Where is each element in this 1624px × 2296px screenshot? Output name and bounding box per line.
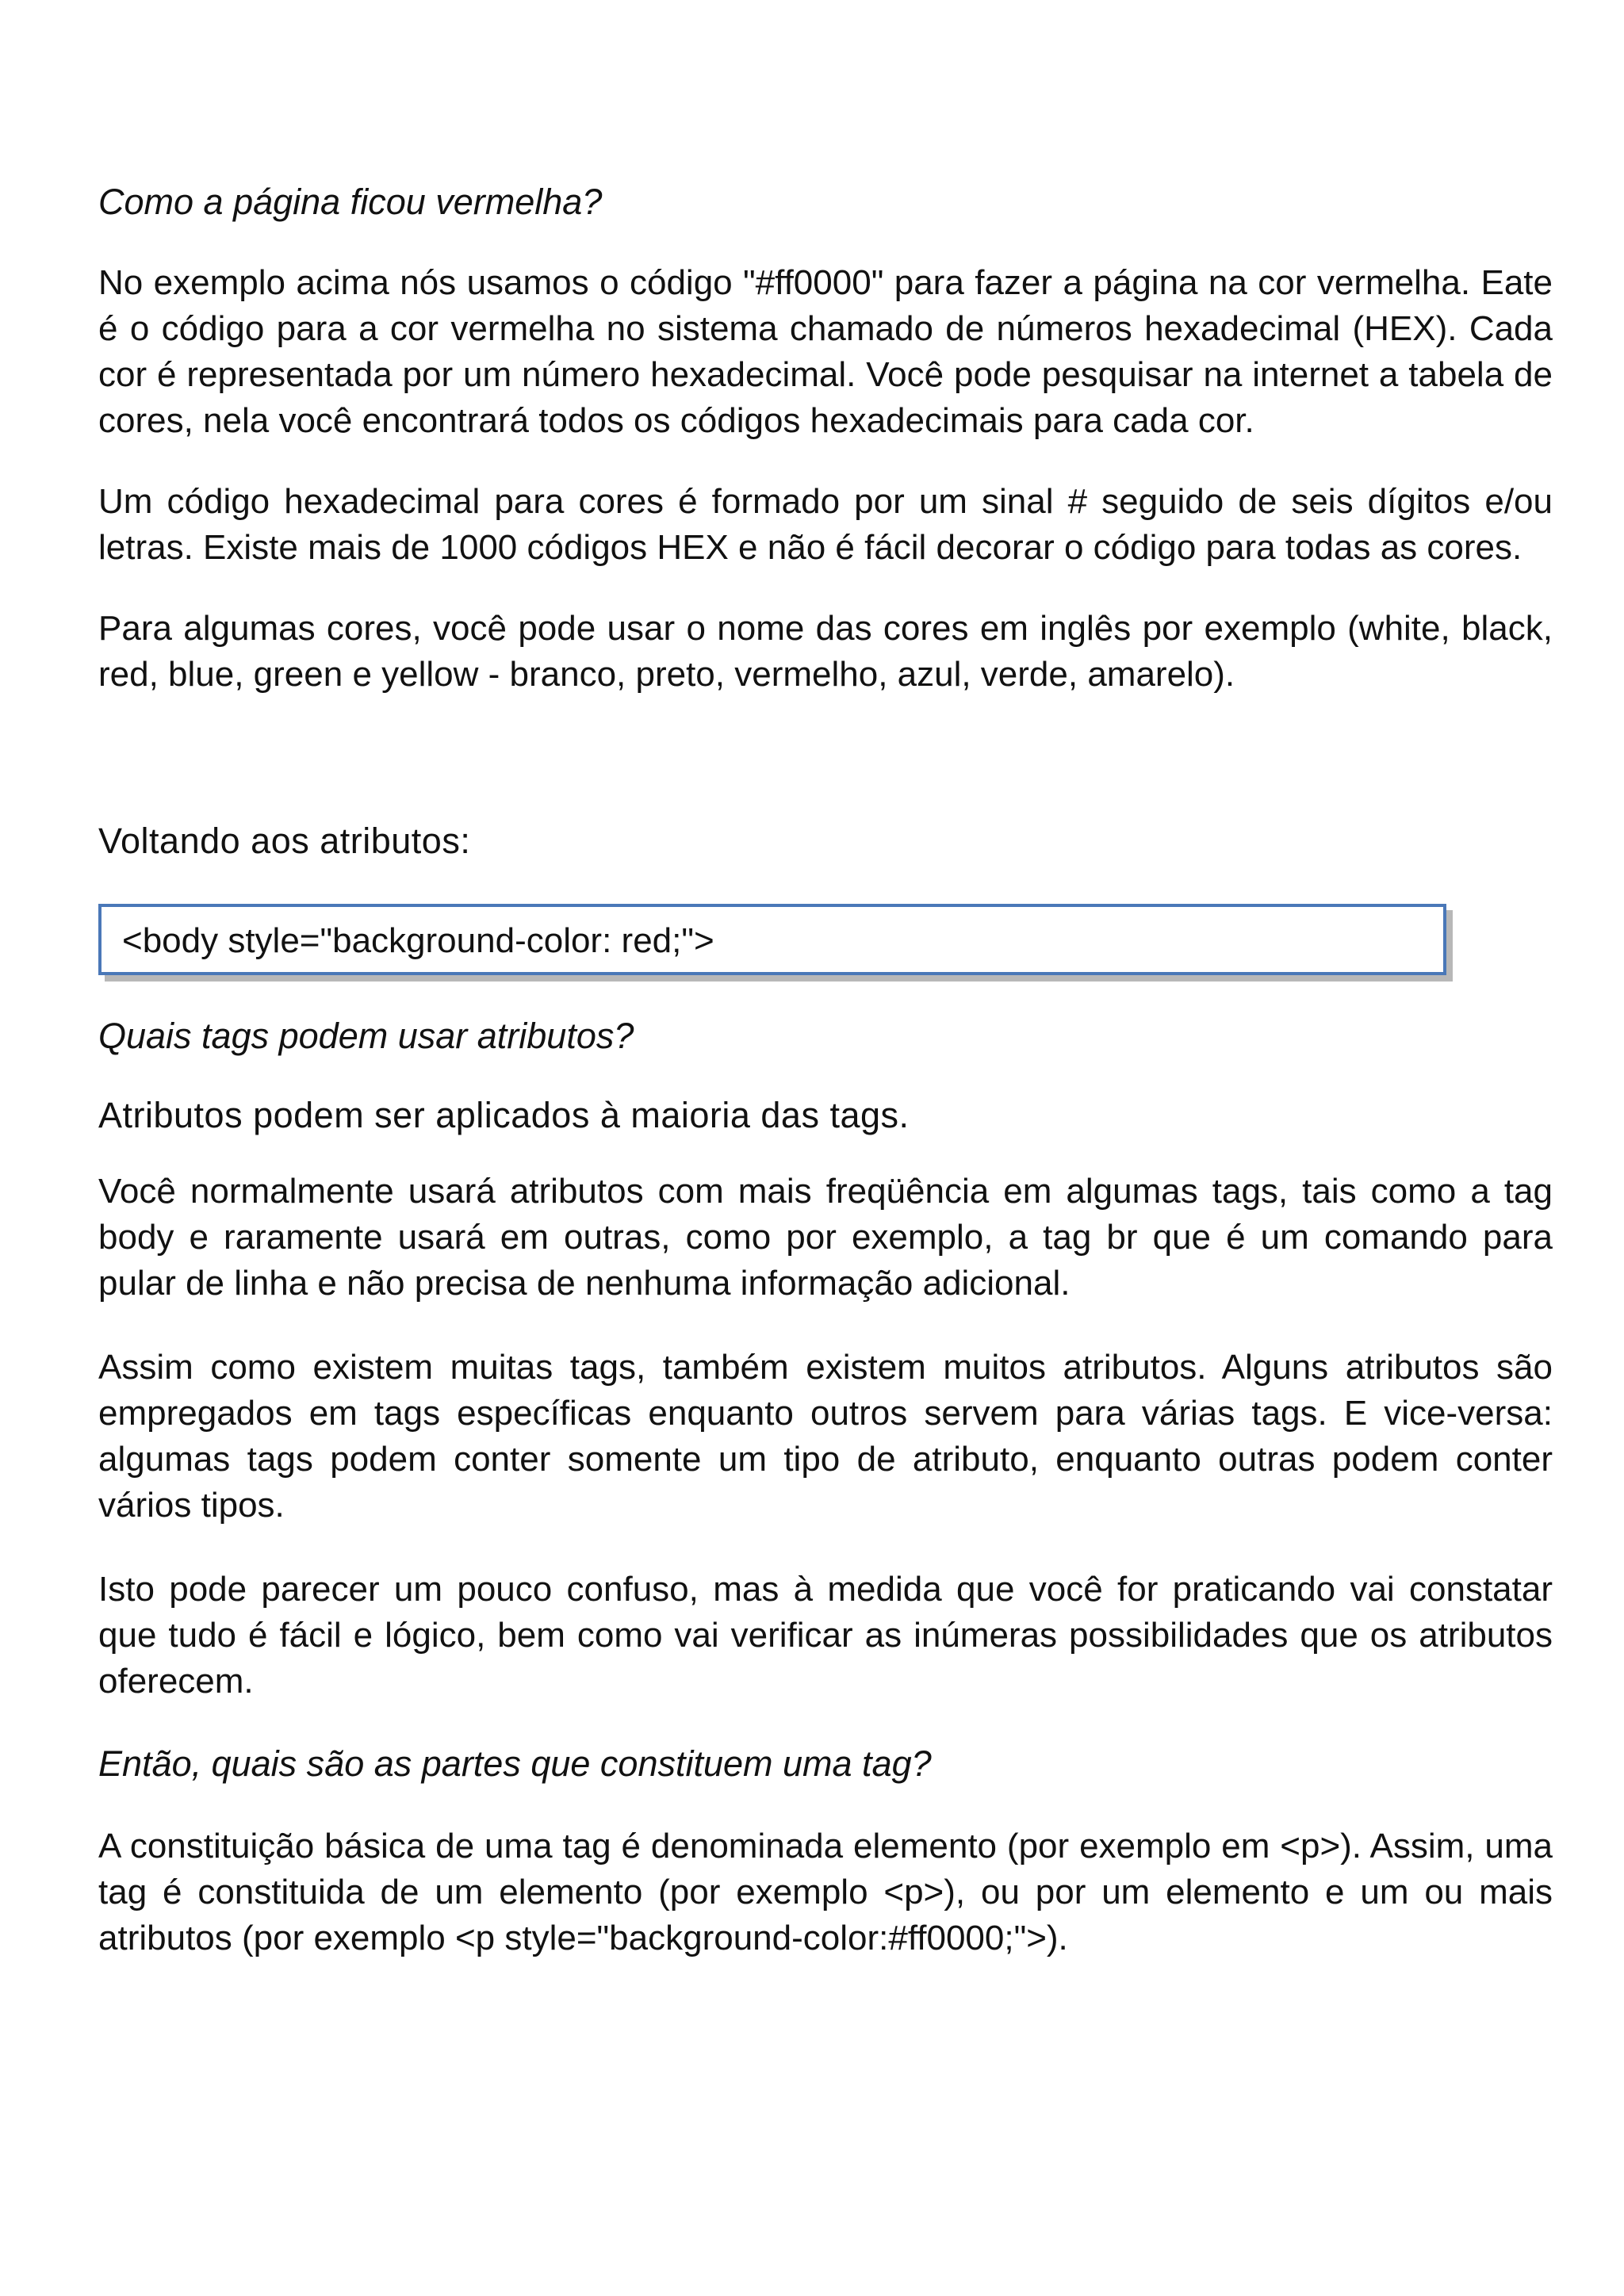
paragraph-tag-constitution: A constituição básica de uma tag é denominada elemento (por exemplo em <p>). Assim, uma tag é constituida de um elemento (por exemplo <p>), ou por um elemento e um ou mais atributos (por exemplo <p style="background-color:#ff0000;">). <box>98 1827 1553 1957</box>
section-heading-most-tags: Atributos podem ser aplicados à maioria das tags. <box>98 1095 910 1135</box>
code-example-box <box>98 904 1446 975</box>
section-heading-red-page: Como a página ficou vermelha? <box>98 182 603 222</box>
section-heading-back-to-attributes: Voltando aos atributos: <box>98 821 471 861</box>
paragraph-many-attributes: Assim como existem muitas tags, também existem muitos atributos. Alguns atributos são empregados em tags específicas enquanto outros servem para várias tags. E vice-versa: algumas tags podem conter somente um tipo de atributo, enquanto outras podem conter vários tipos. <box>98 1348 1553 1525</box>
section-heading-tag-parts: Então, quais são as partes que constituem uma tag? <box>98 1743 932 1784</box>
document-page <box>98 179 1553 1961</box>
paragraph-practice: Isto pode parecer um pouco confuso, mas à medida que você for praticando vai constatar que tudo é fácil e lógico, bem como vai verificar as inúmeras possibilidades que os atributos oferecem. <box>98 1570 1553 1701</box>
section-heading-which-tags: Quais tags podem usar atributos? <box>98 1016 634 1056</box>
paragraph-hex-intro: No exemplo acima nós usamos o código "#ff0000" para fazer a página na cor vermelha. Eate é o código para a cor vermelha no sistema chamado de números hexadecimal (HEX). Cada cor é representada por um número hexadecimal. Você pode pesquisar na internet a tabela de cores, nela você encontrará todos os códigos hexadecimais para cada cor. <box>98 263 1553 440</box>
paragraph-hex-format: Um código hexadecimal para cores é formado por um sinal # seguido de seis dígitos e/ou letras. Existe mais de 1000 códigos HEX e não é fácil decorar o código para todas as cores. <box>98 482 1553 567</box>
code-example-text: <body style="background-color: red;"> <box>122 921 714 960</box>
paragraph-color-names: Para algumas cores, você pode usar o nome das cores em inglês por exemplo (white, black, red, blue, green e yellow - branco, preto, vermelho, azul, verde, amarelo). <box>98 609 1553 694</box>
paragraph-usage-frequency: Você normalmente usará atributos com mais freqüência em algumas tags, tais como a tag body e raramente usará em outras, como por exemplo, a tag br que é um comando para pular de linha e não precisa de nenhuma informação adicional. <box>98 1172 1553 1303</box>
